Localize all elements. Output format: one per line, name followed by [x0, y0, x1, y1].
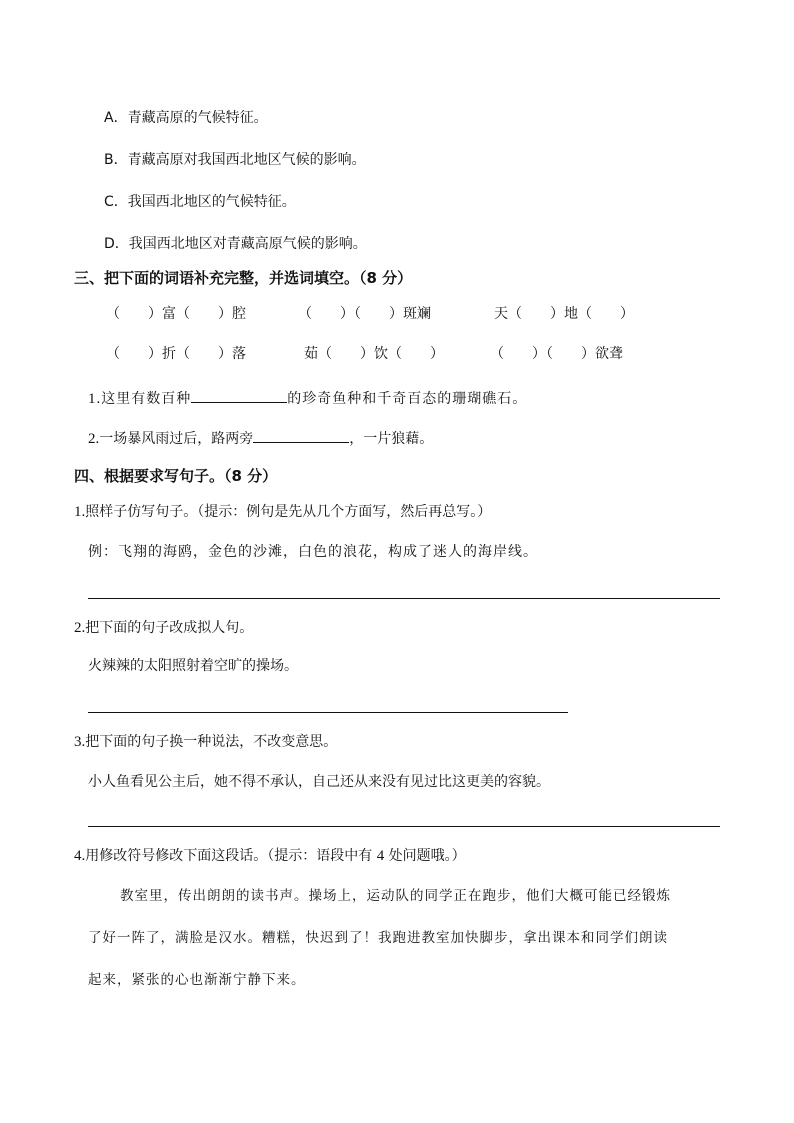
option-c: C．我国西北地区的气候特征。 — [104, 194, 296, 210]
question-4-4 — [74, 846, 466, 866]
answer-line[interactable] — [88, 598, 720, 599]
question-text: ，一片狼藉。 — [349, 431, 434, 447]
answer-line[interactable] — [88, 826, 720, 827]
idiom-cell: （ ）折（ ）落 — [106, 346, 246, 362]
question-number: 3. — [74, 734, 86, 750]
question-4-1 — [74, 502, 491, 522]
question-prompt: 把下面的句子改成拟人句。 — [85, 620, 254, 636]
problem-count: 4 — [376, 848, 385, 864]
question-number: 1. — [74, 504, 86, 520]
question-number: 2. — [74, 620, 86, 636]
answer-line[interactable] — [88, 712, 568, 713]
section3-heading: 三、把下面的词语补充完整，并选词填空。（8 分） — [74, 269, 413, 287]
section4-heading: 四、根据要求写句子。（8 分） — [74, 467, 278, 485]
question-number: 2. — [88, 431, 100, 447]
question-text: 这里有数百种 — [101, 391, 192, 407]
idiom-cell: （ ）（ ）斑斓 — [298, 306, 431, 322]
paragraph-line: 教室里，传出朗朗的读书声。操场上，运动队的同学正在跑步，他们大概可能已经锻炼 — [120, 888, 671, 904]
question-prompt: 把下面的句子换一种说法，不改变意思。 — [85, 734, 338, 750]
answer-blank[interactable] — [191, 388, 287, 403]
idiom-cell: 天（ ）地（ ） — [494, 306, 634, 322]
option-b: B．青藏高原对我国西北地区气候的影响。 — [104, 152, 366, 168]
given-sentence: 小人鱼看见公主后，她不得不承认，自己还从来没有见过比这更美的容貌。 — [88, 774, 550, 790]
question-text: 的珍奇鱼种和千奇百态的珊瑚礁石。 — [287, 391, 528, 407]
question-prompt: 用修改符号修改下面这段话。（提示：语段中有 — [85, 848, 377, 864]
fill-question-1 — [88, 388, 527, 409]
question-number: 1. — [88, 391, 102, 407]
answer-blank[interactable] — [253, 428, 349, 443]
question-4-3 — [74, 732, 337, 752]
example-sentence: 例：飞翔的海鸥，金色的沙滩，白色的浪花，构成了迷人的海岸线。 — [88, 544, 538, 560]
idiom-cell: （ ）（ ）欲聋 — [490, 346, 623, 362]
paragraph-line: 起来，紧张的心也渐渐宁静下来。 — [88, 972, 306, 988]
question-number: 4. — [74, 848, 86, 864]
question-text: 一场暴风雨过后，路两旁 — [99, 431, 254, 447]
idiom-cell: （ ）富（ ）腔 — [106, 306, 246, 322]
given-sentence: 火辣辣的太阳照射着空旷的操场。 — [88, 658, 298, 674]
paragraph-line: 了好一阵了，满脸是汉水。糟糕，快迟到了！我跑进教室加快脚步，拿出课本和同学们朗读 — [88, 930, 668, 946]
question-4-2 — [74, 618, 253, 638]
option-a: A．青藏高原的气候特征。 — [104, 110, 268, 126]
idiom-cell: 茹（ ）饮（ ） — [304, 346, 444, 362]
question-prompt: 照样子仿写句子。（提示：例句是先从几个方面写，然后再总写。） — [85, 504, 492, 520]
fill-question-2 — [88, 428, 433, 449]
option-d: D．我国西北地区对青藏高原气候的影响。 — [104, 236, 367, 252]
question-prompt: 处问题哦。） — [384, 848, 466, 864]
